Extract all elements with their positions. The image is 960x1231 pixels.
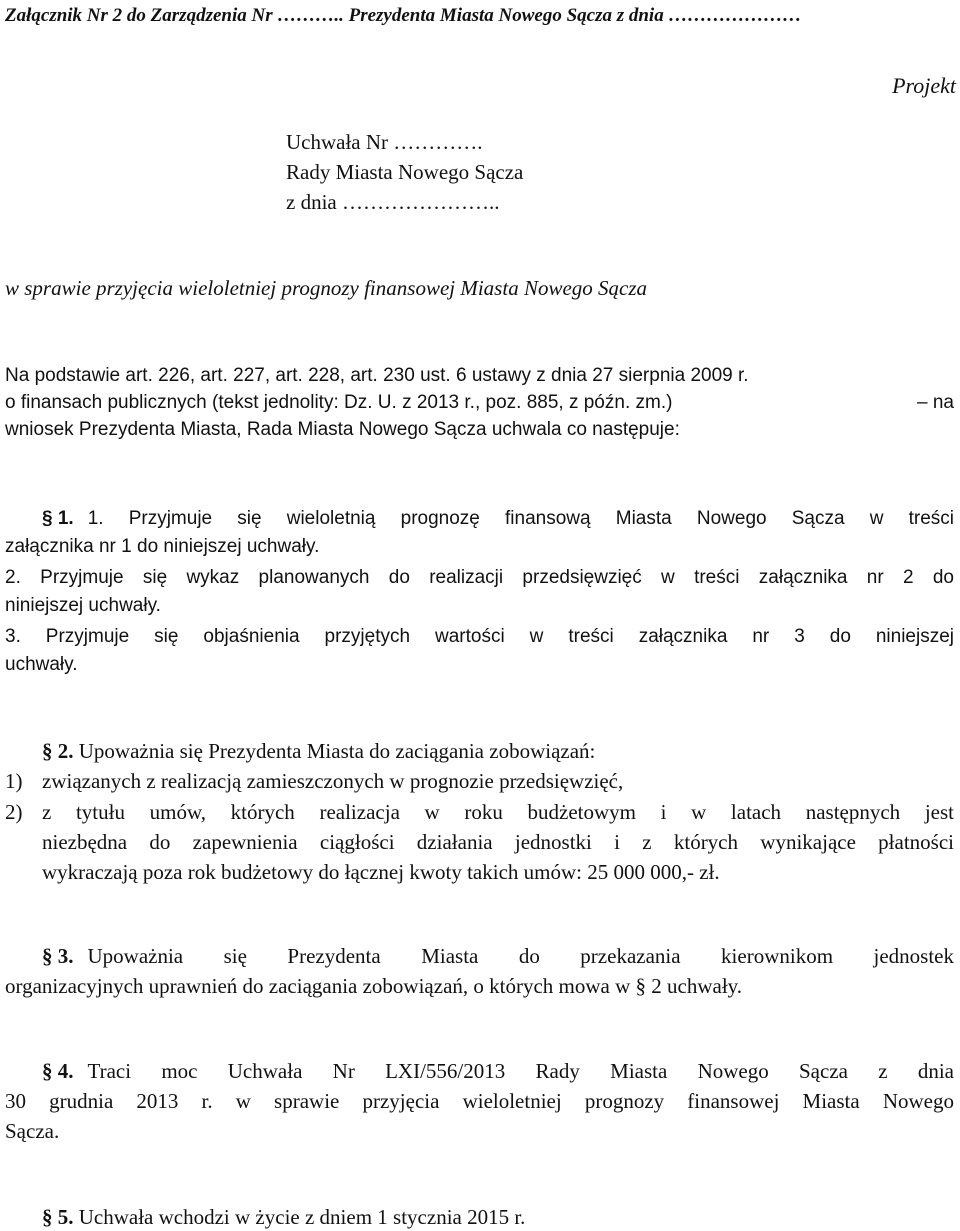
paragraph-1-point-2-line-1: 2. Przyjmuje się wykaz planowanych do realizacji przedsięwzięć w treści załącznika nr 2 do — [5, 567, 954, 588]
paragraph-2-item-2-line-2: niezbędna do zapewnienia ciągłości działania jednostki i z których wynikające płatności — [42, 830, 954, 854]
project-label: Projekt — [892, 73, 956, 98]
paragraph-4-heading: § 4. — [42, 1059, 74, 1083]
annex-line: Załącznik Nr 2 do Zarządzenia Nr ……….. Prezydenta Miasta Nowego Sącza z dnia ………………… — [5, 5, 802, 26]
paragraph-1-point-1-line-1: § 1. 1. Przyjmuje się wieloletnią prognozę finansową Miasta Nowego Sącza w treści — [42, 505, 954, 533]
paragraph-2-item-2-line-3: wykraczają poza rok budżetowy do łącznej kwoty takich umów: 25 000 000,- zł. — [42, 860, 720, 884]
paragraph-4-line-2: 30 grudnia 2013 r. w sprawie przyjęcia wieloletniej prognozy finansowej Miasta Nowego — [5, 1089, 954, 1113]
paragraph-4-line-3: Sącza. — [5, 1119, 60, 1143]
preamble-line-2: o finansach publicznych (tekst jednolity: Dz. U. z 2013 r., poz. 885, z późn. zm.) – na — [5, 392, 954, 413]
paragraph-2-item-2-number: 2) — [5, 800, 23, 824]
paragraph-3-heading: § 3. — [42, 944, 74, 968]
preamble-line-1: Na podstawie art. 226, art. 227, art. 228, art. 230 ust. 6 ustawy z dnia 27 sierpnia 2009 r. — [5, 365, 749, 386]
paragraph-2-item-1-number: 1) — [5, 769, 23, 793]
resolution-number-line: Uchwała Nr …………. — [286, 130, 483, 154]
paragraph-3-line-2: organizacyjnych uprawnień do zaciągania zobowiązań, o których mowa w § 2 uchwały. — [5, 974, 743, 998]
paragraph-3-line-1: § 3. Upoważnia się Prezydenta Miasta do przekazania kierownikom jednostek — [42, 944, 954, 968]
paragraph-2-item-2-line-1: z tytułu umów, których realizacja w roku budżetowym i w latach następnych jest — [42, 800, 954, 824]
paragraph-2-intro: § 2. Upoważnia się Prezydenta Miasta do zaciągania zobowiązań: — [42, 739, 596, 763]
paragraph-5-heading: § 5. — [42, 1205, 74, 1229]
paragraph-1-point-1-line-2: załącznika nr 1 do niniejszej uchwały. — [5, 536, 320, 557]
paragraph-1-point-2-line-2: niniejszej uchwały. — [5, 595, 161, 616]
paragraph-2-heading: § 2. — [42, 739, 74, 763]
paragraph-5-line: § 5. Uchwała wchodzi w życie z dniem 1 stycznia 2015 r. — [42, 1205, 526, 1229]
paragraph-1-heading: § 1. — [42, 508, 74, 529]
council-name-line: Rady Miasta Nowego Sącza — [286, 160, 524, 184]
paragraph-1-point-3-line-2: uchwały. — [5, 654, 78, 675]
resolution-subject: w sprawie przyjęcia wieloletniej prognozy finansowej Miasta Nowego Sącza — [5, 276, 648, 300]
preamble-line-3: wniosek Prezydenta Miasta, Rada Miasta Nowego Sącza uchwala co następuje: — [5, 419, 680, 440]
paragraph-2-item-1-text: związanych z realizacją zamieszczonych w prognozie przedsięwzięć, — [42, 769, 624, 793]
paragraph-4-line-1: § 4. Traci moc Uchwała Nr LXI/556/2013 Rady Miasta Nowego Sącza z dnia — [42, 1059, 954, 1083]
resolution-date-line: z dnia ………………….. — [286, 190, 500, 214]
paragraph-1-point-3-line-1: 3. Przyjmuje się objaśnienia przyjętych wartości w treści załącznika nr 3 do niniejszej — [5, 626, 954, 647]
